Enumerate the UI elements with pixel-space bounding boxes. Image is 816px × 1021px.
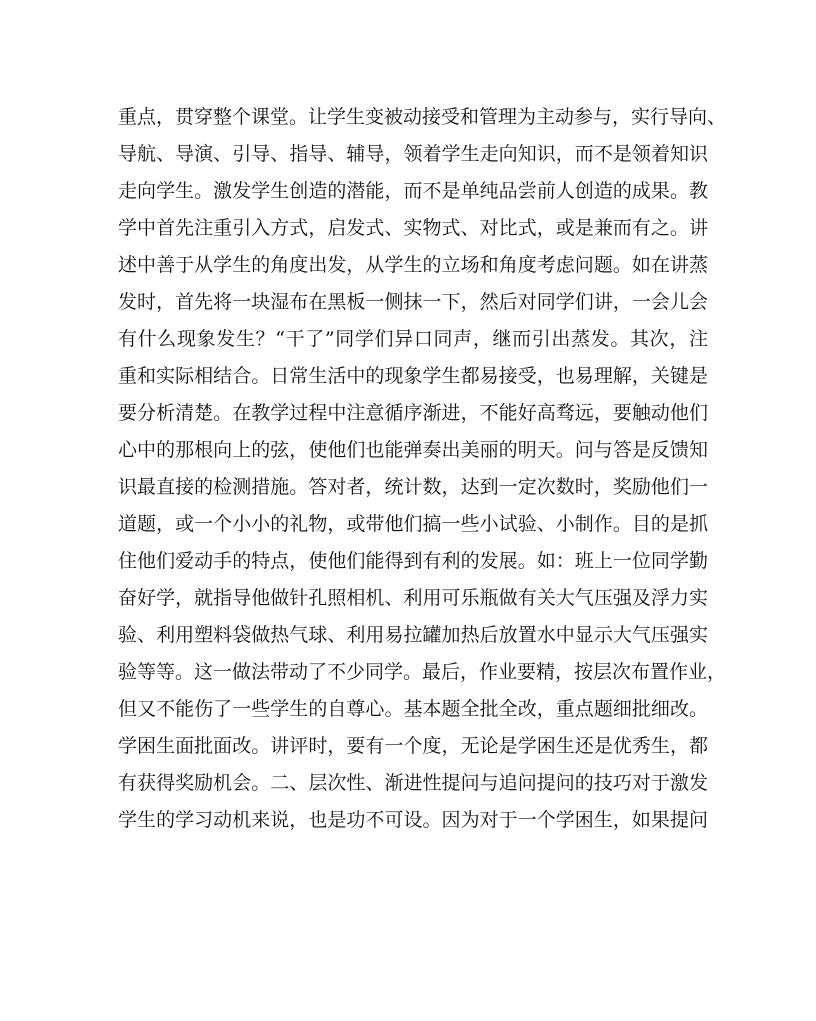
- text-line: 但又不能伤了一些学生的自尊心。基本题全批全改，重点题细批细改。: [118, 698, 708, 720]
- text-line: 导航、导演、引导、指导、辅导，领着学生走向知识，而不是领着知识: [118, 143, 708, 165]
- text-line: 学中首先注重引入方式，启发式、实物式、对比式，或是兼而有之。讲: [118, 217, 708, 239]
- text-line: 重点，贯穿整个课堂。让学生变被动接受和管理为主动参与，实行导向、: [118, 106, 727, 128]
- text-line: 学困生面批面改。讲评时，要有一个度，无论是学困生还是优秀生，都: [118, 735, 708, 757]
- text-line: 心中的那根向上的弦，使他们也能弹奏出美丽的明天。问与答是反馈知: [118, 439, 708, 461]
- text-line: 述中善于从学生的角度出发，从学生的立场和角度考虑问题。如在讲蒸: [118, 254, 708, 276]
- text-line: 重和实际相结合。日常生活中的现象学生都易接受，也易理解，关键是: [118, 365, 708, 387]
- text-line: 识最直接的检测措施。答对者，统计数，达到一定次数时，奖励他们一: [118, 476, 708, 498]
- text-line: 道题，或一个小小的礼物，或带他们搞一些小试验、小制作。目的是抓: [118, 513, 708, 535]
- text-line: 发时，首先将一块湿布在黑板一侧抹一下，然后对同学们讲，一会儿会: [118, 291, 708, 313]
- text-line: 奋好学，就指导他做针孔照相机、利用可乐瓶做有关大气压强及浮力实: [118, 587, 708, 609]
- text-line: 要分析清楚。在教学过程中注意循序渐进，不能好高骛远，要触动他们: [118, 402, 708, 424]
- text-line: 走向学生。激发学生创造的潜能，而不是单纯品尝前人创造的成果。教: [118, 180, 708, 202]
- body-text: [118, 99, 727, 839]
- text-line: 有什么现象发生？“干了”同学们异口同声，继而引出蒸发。其次，注: [118, 328, 708, 350]
- text-line: 验、利用塑料袋做热气球、利用易拉罐加热后放置水中显示大气压强实: [118, 624, 708, 646]
- text-line: 验等等。这一做法带动了不少同学。最后，作业要精，按层次布置作业，: [118, 661, 727, 683]
- text-line: 有获得奖励机会。二、层次性、渐进性提问与追问提问的技巧对于激发: [118, 772, 708, 794]
- text-line: 学生的学习动机来说，也是功不可设。因为对于一个学困生，如果提问: [118, 809, 708, 831]
- text-line: 住他们爱动手的特点，使他们能得到有利的发展。如：班上一位同学勤: [118, 550, 708, 572]
